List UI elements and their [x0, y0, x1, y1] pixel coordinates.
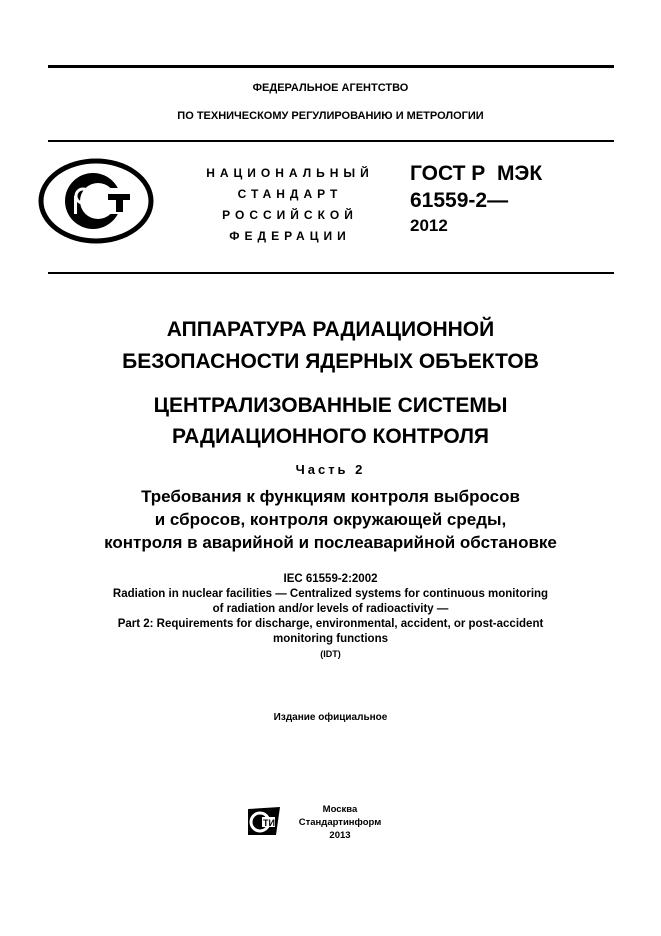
ns-line: РОССИЙСКОЙ: [222, 208, 358, 222]
top-rule: [48, 65, 614, 68]
ns-line: НАЦИОНАЛЬНЫЙ: [206, 166, 374, 180]
gost-logo-icon: [38, 158, 154, 244]
header-rule: [48, 140, 614, 142]
english-line: Radiation in nuclear facilities — Centralized systems for continuous monitoring: [112, 588, 549, 600]
title-line: ЦЕНТРАЛИЗОВАННЫЕ СИСТЕМЫ: [153, 394, 508, 417]
english-title: [0, 572, 661, 661]
part-title: [0, 485, 661, 554]
designation-line: 61559-2—: [410, 189, 509, 212]
title-line: РАДИАЦИОННОГО КОНТРОЛЯ: [171, 425, 490, 448]
svg-text:ТИ: ТИ: [263, 818, 275, 828]
designation-line: ГОСТ Р МЭК: [410, 162, 543, 185]
agency-line2: ПО ТЕХНИЧЕСКОМУ РЕГУЛИРОВАНИЮ И МЕТРОЛОГИИ: [177, 110, 484, 122]
english-line: of radiation and/or levels of radioactivity —: [212, 603, 449, 615]
part-label: Часть 2: [295, 462, 366, 477]
english-line: monitoring functions: [273, 633, 388, 645]
title-line: АППАРАТУРА РАДИАЦИОННОЙ: [166, 318, 495, 341]
part-title-line: и сбросов, контроля окружающей среды,: [154, 510, 507, 529]
publisher-city: Москва: [322, 804, 358, 815]
english-line: Part 2: Requirements for discharge, environmental, accident, or post-accident: [117, 618, 544, 630]
sub-title: [0, 390, 661, 452]
standartinform-logo-icon: [246, 805, 284, 837]
iec-ref: IEC 61559-2:2002: [283, 573, 378, 585]
standard-designation: [410, 160, 542, 238]
part-title-line: контроля в аварийной и послеаварийной обстановке: [104, 533, 557, 552]
publisher-year: 2013: [329, 830, 351, 841]
designation-year: 2012: [410, 216, 448, 235]
idt-label: (IDT): [320, 649, 341, 659]
title-line: БЕЗОПАСНОСТИ ЯДЕРНЫХ ОБЪЕКТОВ: [122, 350, 539, 373]
block-rule: [48, 272, 614, 274]
publisher-name: Стандартинформ: [298, 817, 382, 828]
national-standard-block: [190, 163, 390, 247]
part-title-line: Требования к функциям контроля выбросов: [141, 487, 520, 506]
agency-line1: ФЕДЕРАЛЬНОЕ АГЕНТСТВО: [252, 82, 409, 94]
publisher-block: [290, 803, 390, 842]
main-title: [0, 314, 661, 378]
ns-line: ФЕДЕРАЦИИ: [229, 229, 351, 243]
edition-label: Издание официальное: [273, 712, 388, 723]
ns-line: СТАНДАРТ: [237, 187, 343, 201]
